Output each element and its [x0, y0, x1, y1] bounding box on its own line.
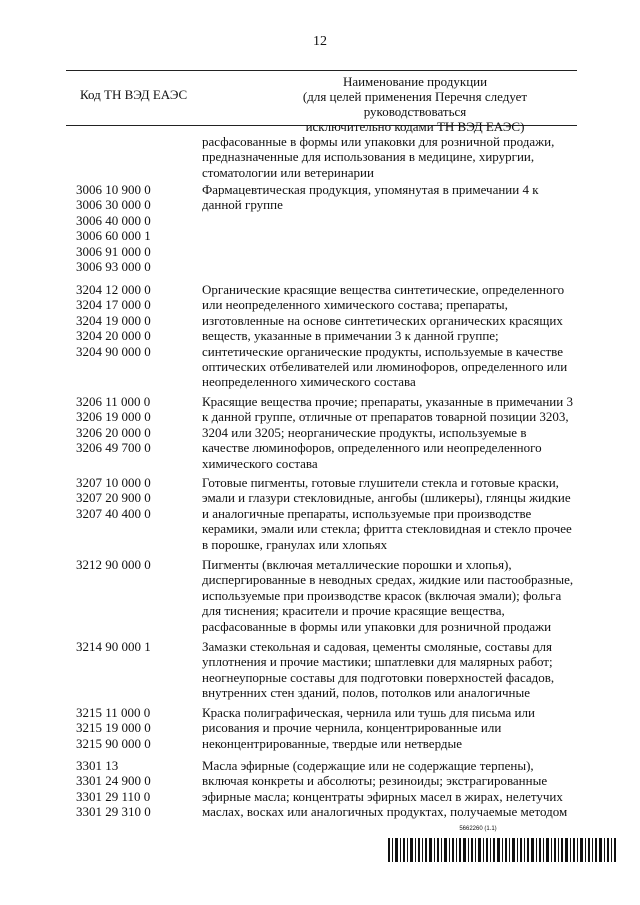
description-line: качестве люминофоров, определенного или неопределенного [202, 440, 542, 456]
code-cell [76, 705, 194, 751]
code-cell [76, 557, 194, 572]
tnved-code: 3207 40 400 0 [76, 505, 151, 521]
description-line: Фармацевтическая продукция, упомянутая в примечании 4 к [202, 182, 539, 197]
description-line: эмали и глазури стекловидные, ангобы (шликеры), глянцы жидкие [202, 490, 571, 506]
description-line: стоматологии или ветеринарии [202, 164, 374, 180]
description-line: Красящие вещества прочие; препараты, указанные в примечании 3 [202, 394, 573, 409]
description-line: для тиснения; красители и прочие красящие вещества, [202, 603, 505, 619]
description-line: данной группе [202, 197, 283, 213]
code-cell [76, 282, 194, 359]
description-line: или неопределенного химического состава; препараты, [202, 297, 508, 313]
description-line: керамики, эмали или стекла; фритта стекловидная и стекло прочее [202, 521, 572, 537]
tnved-code: 3204 90 000 0 [76, 343, 151, 359]
tnved-code: 3206 19 000 0 [76, 409, 151, 425]
description-line: Органические красящие вещества синтетические, определенного [202, 282, 565, 297]
tnved-code: 3006 91 000 0 [76, 243, 151, 259]
description-line: синтетические органические продукты, используемые в качестве [202, 343, 563, 359]
description-line: предназначенные для использования в медицине, хирургии, [202, 149, 535, 165]
description-line: в порошке, гранулах или хлопьях [202, 536, 388, 552]
name-header-line: (для целей применения Перечня следует руководствоваться [302, 89, 528, 119]
description-line: диспергированные в неводных средах, жидкие или пастообразные, [202, 572, 574, 588]
description-line: Готовые пигменты, готовые глушители стекла и готовые краски, [202, 475, 559, 490]
code-cell [76, 182, 194, 274]
description-line: 3204 или 3205; неорганические продукты, используемые в [202, 424, 527, 440]
description-line: изготовленные на основе синтетических органических красящих [202, 312, 563, 328]
tnved-code: 3204 12 000 0 [76, 282, 151, 297]
tnved-code: 3206 20 000 0 [76, 424, 151, 440]
barcode-caption: 5662260 (1.1) [459, 826, 497, 832]
tnved-code: 3006 60 000 1 [76, 228, 151, 244]
tnved-code: 3006 10 900 0 [76, 182, 151, 197]
name-column-header [262, 74, 568, 134]
tnved-code: 3212 90 000 0 [76, 557, 151, 572]
description-line: уплотнения и прочие мастики; шпатлевки для малярных работ; [202, 654, 553, 670]
tnved-code: 3207 10 000 0 [76, 475, 151, 490]
tnved-code: 3204 20 000 0 [76, 328, 151, 344]
description-line: включая конкреты и абсолюты; резиноиды; экстрагированные [202, 773, 548, 789]
description-line: расфасованные в формы или упаковки для розничной продажи [202, 618, 552, 634]
tnved-code: 3204 17 000 0 [76, 297, 151, 313]
description-cell [202, 557, 578, 634]
description-line: к данной группе, отличные от препаратов товарной позиции 3203, [202, 409, 569, 425]
description-cell [202, 182, 578, 213]
tnved-code: 3301 13 [76, 758, 119, 773]
description-line: внутренних стен зданий, полов, потолков или аналогичные [202, 685, 531, 701]
tnved-code: 3206 11 000 0 [76, 394, 151, 409]
description-line: эфирные масла; концентраты эфирных масел в жирах, нелетучих [202, 788, 563, 804]
description-cell [202, 282, 578, 390]
description-line: и аналогичные препараты, используемые при производстве [202, 505, 532, 521]
tnved-code: 3215 19 000 0 [76, 720, 151, 736]
tnved-code: 3215 11 000 0 [76, 705, 151, 720]
description-line: неопределенного химического состава [202, 374, 416, 390]
tnved-code: 3301 29 310 0 [76, 804, 151, 820]
description-cell [202, 639, 578, 701]
description-line: оптических отбеливателей или люминофоров, определенного или [202, 359, 568, 375]
tnved-code: 3301 24 900 0 [76, 773, 151, 789]
code-cell [76, 639, 194, 654]
tnved-code: 3215 90 000 0 [76, 735, 151, 751]
tnved-code: 3006 30 000 0 [76, 197, 151, 213]
tnved-code: 3206 49 700 0 [76, 440, 151, 456]
tnved-code: 3301 29 110 0 [76, 788, 151, 804]
description-line: Масла эфирные (содержащие или не содержащие терпены), [202, 758, 534, 773]
tnved-code: 3006 93 000 0 [76, 259, 151, 275]
tnved-code: 3207 20 900 0 [76, 490, 151, 506]
page-number: 12 [313, 34, 327, 49]
name-header-line: исключительно кодами ТН ВЭД ЕАЭС) [305, 119, 525, 134]
description-cell [202, 475, 578, 552]
description-line: рисования и прочие чернила, концентрированные или [202, 720, 502, 736]
description-cell [202, 394, 578, 471]
code-cell [76, 394, 194, 456]
description-line: химического состава [202, 455, 318, 471]
name-header-line: Наименование продукции [342, 74, 488, 89]
code-column-header: Код ТН ВЭД ЕАЭС [80, 87, 188, 102]
tnved-code: 3214 90 000 1 [76, 639, 151, 654]
description-line: Краска полиграфическая, чернила или тушь для письма или [202, 705, 535, 720]
description-cell [202, 705, 578, 751]
barcode [388, 826, 618, 870]
description-cell [202, 134, 578, 180]
description-line: Замазки стекольная и садовая, цементы смоляные, составы для [202, 639, 552, 654]
description-line: неконцентрированные, твердые или нетвердые [202, 735, 463, 751]
description-line: используемые при производстве красок (включая эмали); фольга [202, 587, 562, 603]
description-line: маслах, восках или аналогичных продуктах, получаемые методом [202, 804, 568, 820]
barcode-icon [388, 826, 618, 870]
description-cell [202, 758, 578, 820]
table-header [66, 70, 577, 134]
code-cell [76, 475, 194, 521]
tnved-code: 3204 19 000 0 [76, 312, 151, 328]
code-cell [76, 758, 194, 820]
description-line: Пигменты (включая металлические порошки и хлопья), [202, 557, 512, 572]
description-line: расфасованные в формы или упаковки для розничной продажи, [202, 134, 555, 149]
description-line: веществ, указанные в примечании 3 к данной группе; [202, 328, 499, 344]
description-line: неогнеупорные составы для подготовки поверхностей фасадов, [202, 669, 555, 685]
tnved-code: 3006 40 000 0 [76, 212, 151, 228]
